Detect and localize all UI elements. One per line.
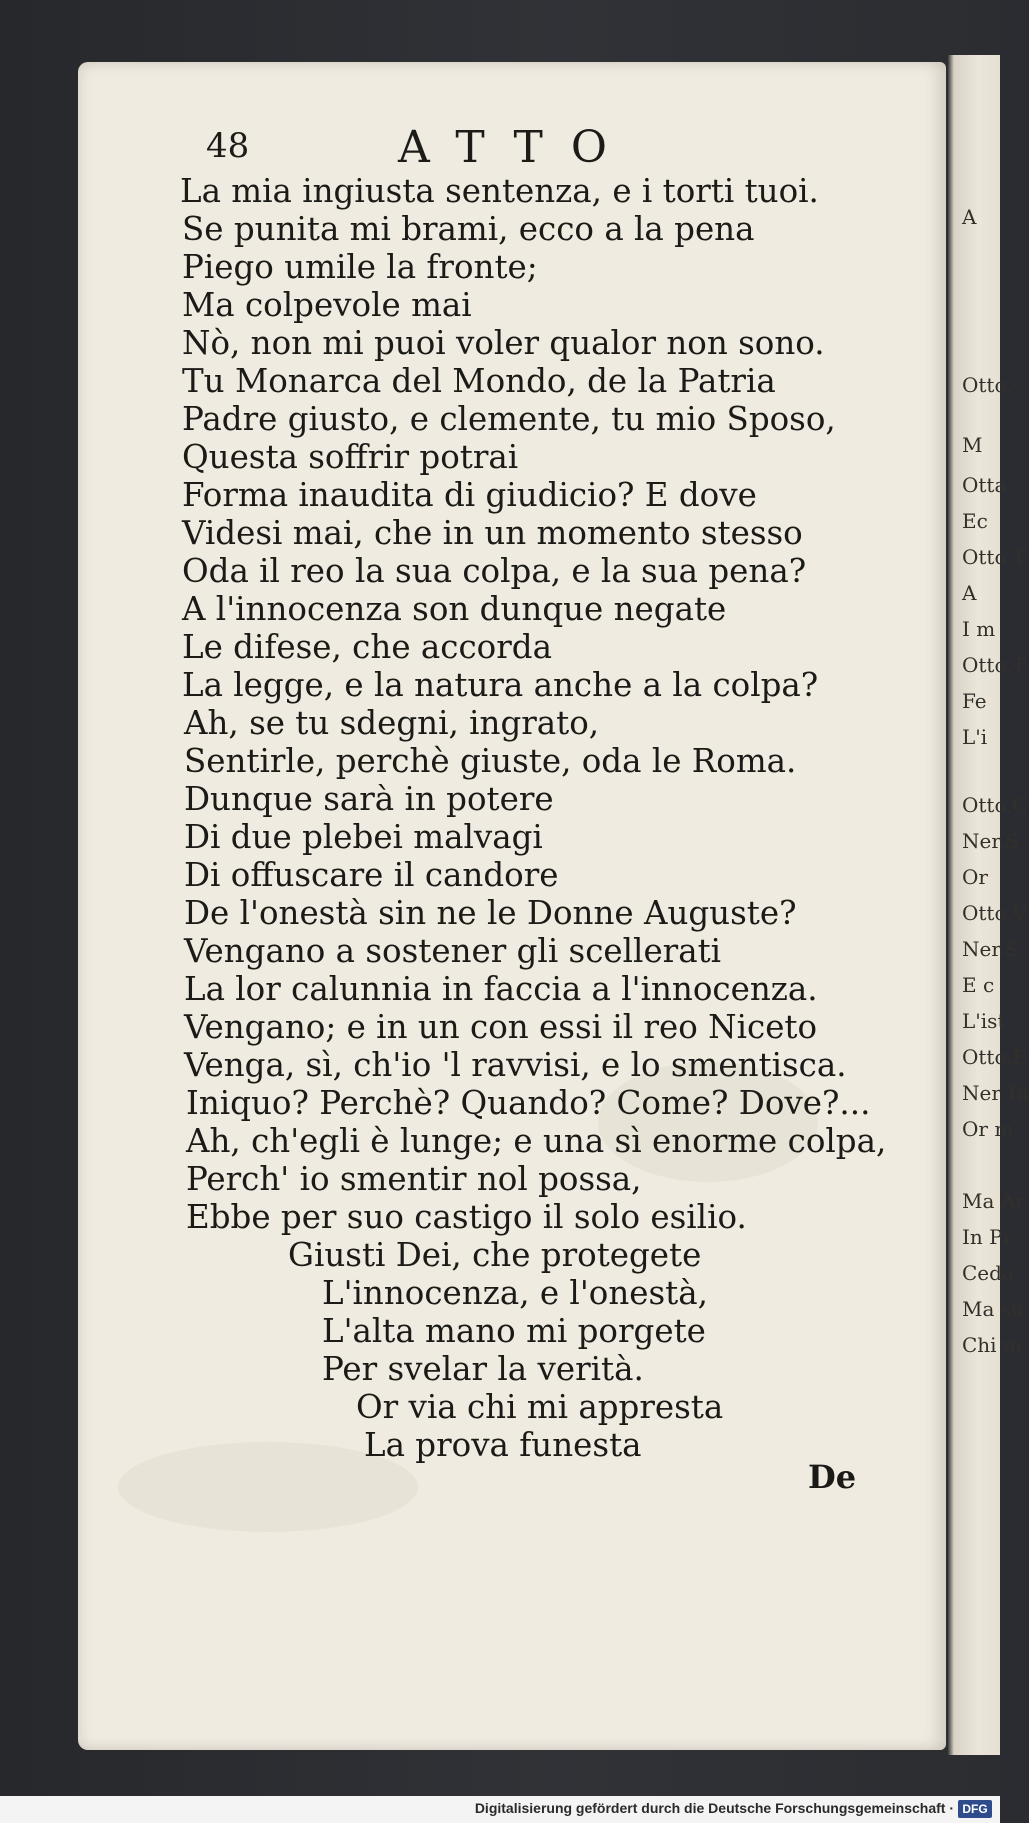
dfg-logo-icon: DFG: [958, 1800, 992, 1818]
verse-line: Nò, non mi puoi voler qualor non sono.: [182, 324, 825, 362]
verse-line: Iniquo? Perchè? Quando? Come? Dove?...: [186, 1084, 871, 1122]
digitization-footer: [0, 1796, 1000, 1823]
neighbor-fragment: Otto.T: [962, 653, 1026, 677]
neighbor-fragment: L'i: [962, 725, 988, 749]
neighbor-fragment: Or: [962, 865, 988, 889]
verse-line: Vengano; e in un con essi il reo Niceto: [184, 1008, 818, 1046]
verse-line: Di offuscare il candore: [184, 856, 559, 894]
verse-line: Videsi mai, che in un momento stesso: [182, 514, 803, 552]
verse-line: De l'onestà sin ne le Donne Auguste?: [184, 894, 797, 932]
neighbor-page-edge: [948, 55, 1029, 1755]
neighbor-fragment: Otta: [962, 473, 1007, 497]
neighbor-fragment: Or m: [962, 1117, 1014, 1141]
neighbor-fragment: Fe: [962, 689, 987, 713]
neighbor-fragment: Otto.: [962, 373, 1013, 397]
catchword: De: [808, 1458, 857, 1496]
neighbor-fragment: I m: [962, 617, 996, 641]
neighbor-fragment: M: [962, 433, 983, 457]
aria-line: L'innocenza, e l'onestà,: [322, 1274, 708, 1312]
running-head: ATTO: [398, 122, 635, 173]
neighbor-fragment: Otto.T: [962, 545, 1026, 569]
aria-line: L'alta mano mi porgete: [322, 1312, 706, 1350]
neighbor-fragment: Ceda: [962, 1261, 1014, 1285]
neighbor-fragment: A: [962, 205, 977, 229]
verse-line: La lor calunnia in faccia a l'innocenza.: [184, 970, 818, 1008]
verse-line: La mia ingiusta sentenza, e i torti tuoi.: [180, 172, 819, 210]
verse-line: Questa soffrir potrai: [182, 438, 519, 476]
verse-line: Di due plebei malvagi: [184, 818, 543, 856]
verse-line: Le difese, che accorda: [182, 628, 552, 666]
neighbor-fragment: Ma Ar: [962, 1189, 1025, 1213]
verse-line: Venga, sì, ch'io 'l ravvisi, e lo smentisca.: [184, 1046, 847, 1084]
aria-line: La prova funesta: [364, 1426, 642, 1464]
neighbor-fragment: Otto.C: [962, 793, 1028, 817]
neighbor-fragment: Ner.S: [962, 829, 1019, 853]
verse-line: Vengano a sostener gli scellerati: [184, 932, 722, 970]
verse-line: Perch' io smentir nol possa,: [186, 1160, 642, 1198]
neighbor-fragment: Ma su: [962, 1297, 1024, 1321]
neighbor-fragment: Otto.V: [962, 901, 1027, 925]
page-number: 48: [206, 126, 250, 166]
neighbor-fragment: Ner.S: [962, 937, 1019, 961]
verse-line: Forma inaudita di giudicio? E dove: [182, 476, 757, 514]
verse-line: Ebbe per suo castigo il solo esilio.: [186, 1198, 747, 1236]
aria-line: Giusti Dei, che protegete: [288, 1236, 702, 1274]
verse-line: Tu Monarca del Mondo, de la Patria: [182, 362, 776, 400]
verse-line: Oda il reo la sua colpa, e la sua pena?: [182, 552, 807, 590]
neighbor-fragment: E c: [962, 973, 995, 997]
verse-line: A l'innocenza son dunque negate: [182, 590, 727, 628]
neighbor-fragment: In Pr: [962, 1225, 1013, 1249]
verse-line: Dunque sarà in potere: [184, 780, 554, 818]
verse-line: Ma colpevole mai: [182, 286, 472, 324]
verse-line: Ah, se tu sdegni, ingrato,: [184, 704, 600, 742]
neighbor-fragment: A: [962, 581, 977, 605]
verse-line: Padre giusto, e clemente, tu mio Sposo,: [182, 400, 836, 438]
neighbor-fragment: Otto.E: [962, 1045, 1028, 1069]
neighbor-fragment: Chi m: [962, 1333, 1022, 1357]
aria-line: Or via chi mi appresta: [356, 1388, 724, 1426]
verse-line: Ah, ch'egli è lunge; e una sì enorme colpa,: [186, 1122, 887, 1160]
verse-line: Piego umile la fronte;: [182, 248, 538, 286]
funding-credit: Digitalisierung gefördert durch die Deutsche Forschungsgemeinschaft ·: [474, 1800, 954, 1816]
verse-line: Sentirle, perchè giuste, oda le Roma.: [184, 742, 797, 780]
aria-line: Per svelar la verità.: [322, 1350, 644, 1388]
verse-line: La legge, e la natura anche a la colpa?: [182, 666, 819, 704]
neighbor-fragment: Ec: [962, 509, 988, 533]
neighbor-fragment: L'ist: [962, 1009, 1006, 1033]
verse-line: Se punita mi brami, ecco a la pena: [182, 210, 755, 248]
book-page: [78, 62, 946, 1750]
neighbor-fragment: Ner.Ta: [962, 1081, 1029, 1105]
